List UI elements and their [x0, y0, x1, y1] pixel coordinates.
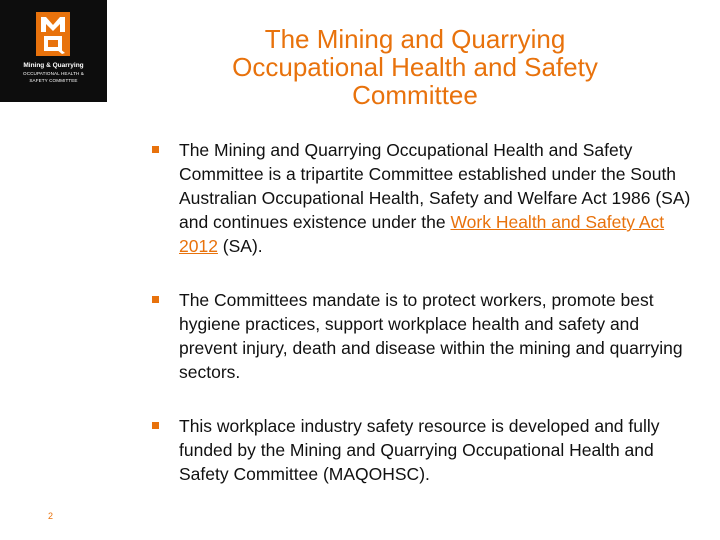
- square-bullet-icon: [152, 146, 159, 153]
- slide-title: [130, 25, 700, 109]
- logo-subtitle-line2: SAFETY COMMITTEE: [29, 78, 78, 83]
- bullet-text: The Mining and Quarrying Occupational Health and Safety Committee is a tripartite Committee established under the South Australian Occupational Health, Safety and Welfare Act 1986 (SA) and continues existence under the: [179, 140, 691, 232]
- logo: [0, 0, 107, 102]
- bullet-text-end: (SA).: [217, 236, 263, 256]
- bullet-list: [152, 138, 697, 516]
- bullet-item-funding: [152, 414, 697, 486]
- mq-logo-icon: [36, 12, 70, 56]
- page-number: 2: [48, 511, 54, 521]
- bullet-item-mandate: [152, 288, 697, 384]
- square-bullet-icon: [152, 296, 159, 303]
- bullet-text: This workplace industry safety resource is developed and fully funded by the Mining and Quarrying Occupational Health and Safety Committee (MAQOHSC).: [179, 416, 660, 484]
- bullet-text: The Committees mandate is to protect workers, promote best hygiene practices, support workplace health and safety and prevent injury, death and disease within the mining and quarrying sectors.: [179, 290, 683, 382]
- logo-title: Mining & Quarrying: [23, 62, 84, 69]
- act-link[interactable]: Work Health and Safety Act 2012: [179, 212, 665, 256]
- sidebar: [0, 0, 107, 540]
- logo-subtitle-line1: OCCUPATIONAL HEALTH &: [23, 71, 84, 76]
- slide-title-line-2: Occupational Health and Safety: [232, 52, 598, 82]
- square-bullet-icon: [152, 422, 159, 429]
- slide-title-line-1: The Mining and Quarrying: [264, 24, 566, 54]
- bullet-item-committee: [152, 138, 697, 258]
- slide-title-line-3: Committee: [352, 80, 478, 110]
